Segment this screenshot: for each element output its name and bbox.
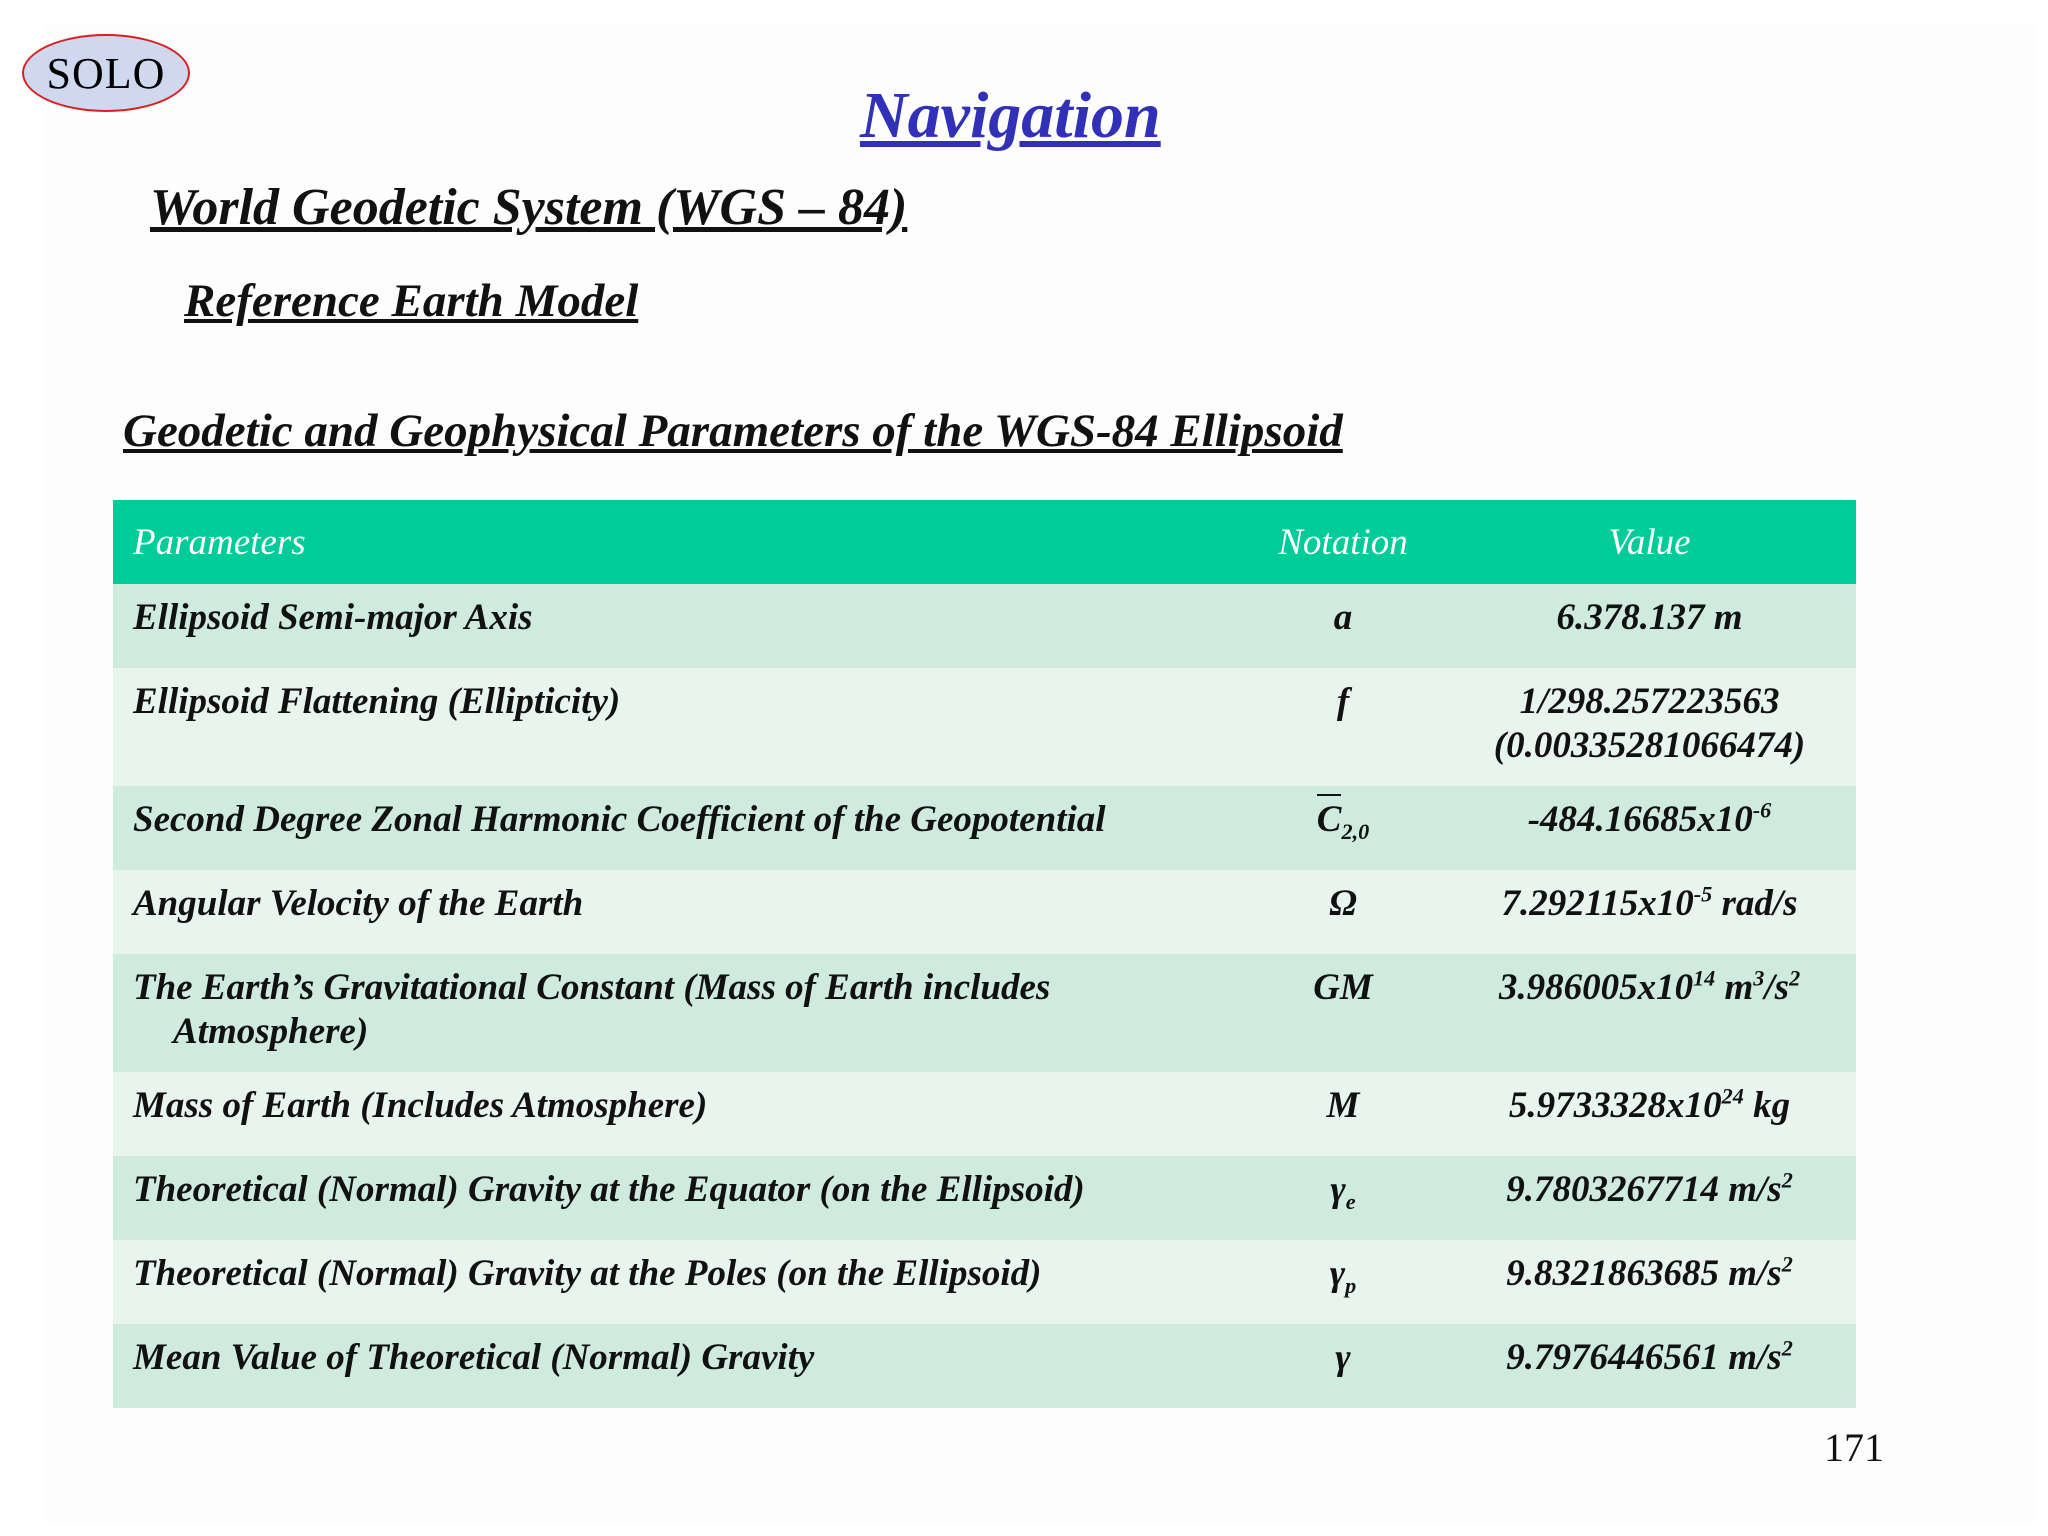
value-unit: m [1715, 967, 1754, 1008]
table-heading: Geodetic and Geophysical Parameters of the WGS-84 Ellipsoid [123, 405, 1343, 457]
parameter-cell: Second Degree Zonal Harmonic Coefficient of the Geopotential [113, 786, 1243, 870]
value-cell [1443, 668, 1856, 786]
value-base: 9.8321863685 m/s [1506, 1253, 1782, 1294]
value-exponent: 14 [1693, 965, 1716, 991]
parameter-line: The Earth’s Gravitational Constant (Mass of Earth includes [133, 967, 1051, 1008]
header-value: Value [1443, 500, 1856, 584]
parameter-cell: Ellipsoid Semi-major Axis [113, 584, 1243, 668]
table-row [113, 870, 1856, 954]
notation-base: C [1317, 794, 1342, 842]
notation-cell [1243, 1240, 1443, 1324]
notation-cell: γ [1243, 1324, 1443, 1408]
value-unit-exponent: 3 [1753, 965, 1765, 991]
value-cell [1443, 1072, 1856, 1156]
value-base: 7.292115x10 [1501, 883, 1694, 924]
value-base: 3.986005x10 [1498, 967, 1694, 1008]
section-subtitle: World Geodetic System (WGS – 84) [150, 179, 908, 236]
table-row [113, 1324, 1856, 1408]
value-unit-exponent: 2 [1789, 965, 1801, 991]
table-row [113, 1072, 1856, 1156]
subsection-title: Reference Earth Model [184, 275, 639, 327]
parameter-cell: Mass of Earth (Includes Atmosphere) [113, 1072, 1243, 1156]
notation-cell [1243, 1156, 1443, 1240]
notation-subscript: e [1345, 1188, 1356, 1214]
notation-cell: f [1243, 668, 1443, 786]
value-line: (0.00335281066474) [1493, 725, 1806, 766]
parameters-table [113, 500, 1856, 1408]
header-parameters: Parameters [113, 500, 1243, 584]
parameter-cell: Theoretical (Normal) Gravity at the Poles (on the Ellipsoid) [113, 1240, 1243, 1324]
page-number: 171 [1824, 1425, 1884, 1470]
value-cell [1443, 954, 1856, 1072]
value-line: 1/298.257223563 [1519, 681, 1780, 722]
value-exponent: -6 [1752, 797, 1772, 823]
value-exponent: 2 [1781, 1335, 1793, 1361]
notation-subscript: 2,0 [1341, 818, 1370, 844]
table-row [113, 584, 1856, 668]
value-cell [1443, 1240, 1856, 1324]
value-base: 9.7803267714 m/s [1506, 1169, 1782, 1210]
table-row [113, 954, 1856, 1072]
value-cell [1443, 870, 1856, 954]
notation-subscript: p [1345, 1272, 1357, 1298]
value-base: 5.9733328x10 [1508, 1085, 1722, 1126]
header-notation: Notation [1243, 500, 1443, 584]
value-cell [1443, 786, 1856, 870]
value-base: -484.16685x10 [1527, 799, 1753, 840]
notation-cell: GM [1243, 954, 1443, 1072]
table-row [113, 1240, 1856, 1324]
parameter-cell: Mean Value of Theoretical (Normal) Gravity [113, 1324, 1243, 1408]
value-exponent: 2 [1781, 1251, 1793, 1277]
value-unit: kg [1743, 1085, 1791, 1126]
parameter-line: Atmosphere) [173, 1011, 369, 1052]
value-base: 9.7976446561 m/s [1506, 1337, 1782, 1378]
notation-base: γ [1329, 1253, 1346, 1294]
value-unit: /s [1764, 967, 1790, 1008]
table-header-row [113, 500, 1856, 584]
logo-text: SOLO [46, 48, 166, 98]
notation-cell [1243, 786, 1443, 870]
parameter-cell: Theoretical (Normal) Gravity at the Equator (on the Ellipsoid) [113, 1156, 1243, 1240]
notation-cell: a [1243, 584, 1443, 668]
notation-cell: M [1243, 1072, 1443, 1156]
page-title: Navigation [860, 79, 1161, 152]
notation-cell: Ω [1243, 870, 1443, 954]
value-exponent: 24 [1721, 1083, 1744, 1109]
value-cell: 6.378.137 m [1443, 584, 1856, 668]
table-row [113, 786, 1856, 870]
parameter-cell: Angular Velocity of the Earth [113, 870, 1243, 954]
value-exponent: 2 [1781, 1167, 1793, 1193]
value-cell [1443, 1324, 1856, 1408]
table-row [113, 1156, 1856, 1240]
notation-base: γ [1330, 1169, 1346, 1210]
value-unit: rad/s [1712, 883, 1798, 924]
parameter-cell: Ellipsoid Flattening (Ellipticity) [113, 668, 1243, 786]
value-cell [1443, 1156, 1856, 1240]
parameter-cell [113, 954, 1243, 1072]
value-exponent: -5 [1693, 881, 1713, 907]
solo-logo [22, 34, 190, 112]
table-row [113, 668, 1856, 786]
